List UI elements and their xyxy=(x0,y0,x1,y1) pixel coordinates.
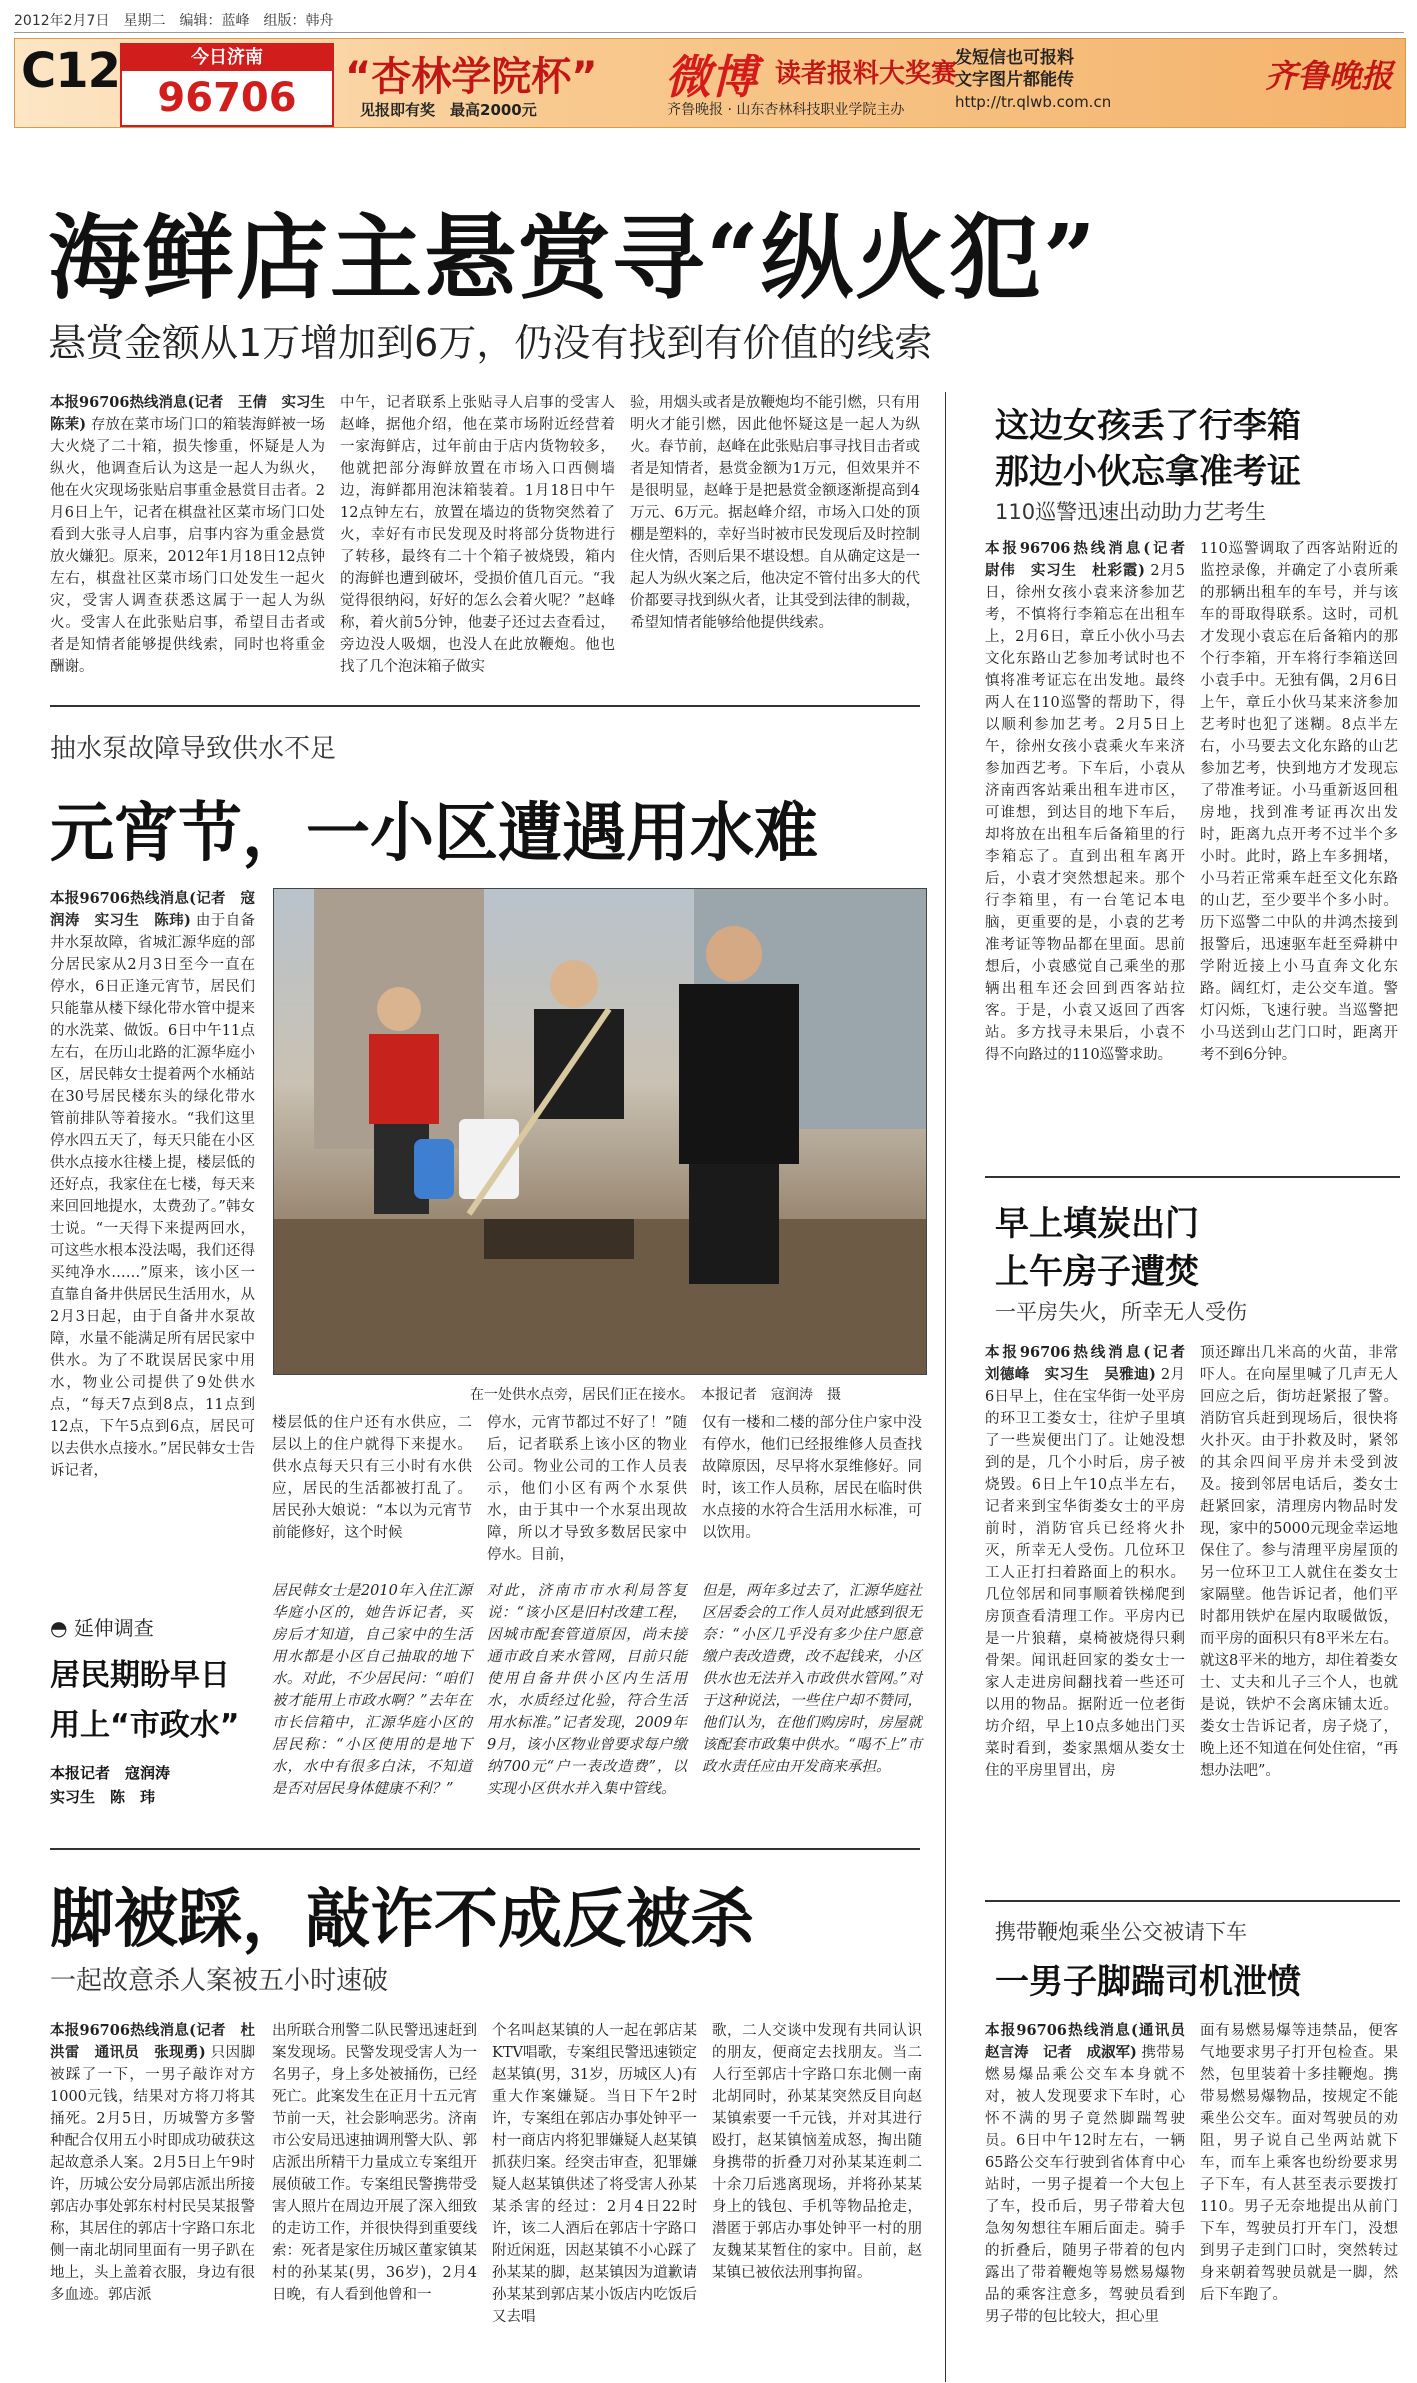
right2-col1-text: 2月6日早上，住在宝华街一处平房的环卫工娄女士，往炉子里填了一些炭便出门了。让她没想到的是，几个小时后，房子被烧毁。6日上午10点半左右，记者来到宝华街娄女士的平房前时，消防官兵已经将火扑灭，所幸无人受伤。几位环卫工人正打扫着路面上的积水。几位邻居和同事顺着铁梯爬到房顶查看清理工作。平房内已是一片狼藉，桌椅被烧得只剩骨架。闻讯赶回家的娄女士一家人走进房间翻找着一些还可以用的物品。据附近一位老街坊介绍，早上10点多她出门买菜时看到，娄家黑烟从娄女士住的平房里冒出，房 xyxy=(985,1367,1185,1779)
divider xyxy=(985,1176,1400,1178)
article1-col1-text: 存放在菜市场门口的箱装海鲜被一场大火烧了二十箱，损失惨重，怀疑是人为纵火，他调查后认为这是一起人为纵火，他在火灾现场张贴启事重金悬赏目击者。2月6日上午，记者在棋盘社区菜市场门口处看到大张寻人启事，启事内容为重金悬赏放火嫌犯。原来，2012年1月18日12点钟左右，棋盘社区菜市场门口处发生一起火灾，受害人调查获悉这属于一起人为纵火。受害人在此张贴启事，希望目击者或者是知情者能够提供线索，同时也将重金酬谢。 xyxy=(50,417,325,675)
article2-byline: 本报96706热线消息(记者 寇润涛 实习生 陈玮) xyxy=(50,890,255,929)
right2-subheadline: 一平房失火，所幸无人受伤 xyxy=(995,1300,1247,1324)
sms-line-1: 发短信也可报料 xyxy=(955,48,1074,68)
woman-head xyxy=(377,987,421,1031)
sms-line-2: 文字图片都能传 xyxy=(955,70,1074,90)
sidebar-col1: 居民韩女士是2010年入住汇源华庭小区的，她告诉记者，买房后才知道，自己家中的生活用水都是小区自己抽取的地下水。对此，不少居民问：“咱们被才能用上市政水啊？”去年在市长信箱中，汇源华庭小区的居民称：“小区使用的是地下水，水中有很多白沫，不知道是否对居民身体健康不利？” xyxy=(272,1583,472,1797)
article2-col3: 停水，元宵节都过不好了！”随后，记者联系上该小区的物业公司。物业公司的工作人员表示，他们小区有两个水泵供水，由于其中一个水泵出现故障，所以才导致多数居民家中停水。目前， xyxy=(487,1415,687,1563)
hotline-box xyxy=(120,43,334,127)
right2-headline-line2: 上午房子遭焚 xyxy=(995,1252,1199,1292)
search-icon: ◓ xyxy=(50,1616,68,1640)
right1-col2: 110巡警调取了西客站附近的监控录像，并确定了小袁所乘的那辆出租车的车号，并与该车的哥取得联系。这时，司机才发现小袁忘在后备箱内的那个行李箱，开车将行李箱送回小袁手中。无独有偶，2月6日上午，章丘小伙马某来济参加艺考时也犯了迷糊。8点半左右，小马要去文化东路的山艺参加艺考，快到地方才发现忘了带准考证。小马重新返回租房地，找到准考证再次出发时，距离九点开考不过半个多小时。此时，路上车多拥堵，小马若正常乘车赶至文化东路的山艺，至少要半个多小时。历下巡警二中队的井鸿杰接到报警后，迅速驱车赶至舜耕中学附近接上小马直奔文化东路。阔红灯，走公交车道。警灯闪烁，飞速行驶。当巡警把小马送到山艺门口时，距离开考不到6分钟。 xyxy=(1200,541,1398,1063)
right2-byline: 本报96706热线消息(记者 刘德峰 实习生 吴雅迪) xyxy=(985,1344,1200,1383)
article2-headline: 元宵节，一小区遭遇用水难 xyxy=(50,796,818,871)
article2-col1-text: 由于自备井水泵故障，省城汇源华庭的部分居民家从2月3日至今一直在停水，6日正逢元宵节，居民们只能靠从楼下绿化带水管中提来的水洗菜、做饭。6日中午11点左右，在历山北路的汇源华庭小区，居民韩女士提着两个水桶站在30号居民楼东头的绿化带水管前排队等着接水。“我们这里停水四五天了，每天只能在小区供水点接水往楼上提，楼层低的还好点，我家住在七楼，每天来来回回地提水，太费劲了。”韩女士说。“一天得下来提两回水，可这些水根本没法喝，我们还得买纯净水……”原来，该小区一直靠自备井供居民生活用水，从2月3日起，由于自备井水泵故障，水量不能满足所有居民家中供水。为了不耽误居民家中用水，物业公司提供了9处供水点，“每天7点到8点，11点到12点，下午5点到6点，居民可以去供水点接水。”居民韩女士告诉记者， xyxy=(50,913,256,1479)
article1-subheadline: 悬赏金额从1万增加到6万，仍没有找到有价值的线索 xyxy=(48,321,933,365)
right3-col1 xyxy=(985,2020,1200,2375)
article3-headline: 脚被踩，敲诈不成反被杀 xyxy=(50,1882,754,1957)
right1-byline: 本报96706热线消息(记者 尉伟 实习生 杜彩霞) xyxy=(985,540,1200,579)
weibo-logo: 微博 xyxy=(665,50,757,104)
right3-col2: 面有易燃易爆等违禁品，便客气地要求男子打开包检查。果然，包里装着十多挂鞭炮。携带易燃易爆物品，按规定不能乘坐公交车。面对驾驶员的劝阻，男子说自己坐两站就下车，而车上乘客也纷纷要求男子下车，有人甚至表示要拨打110。男子无奈地提出从前门下车，驾驶员打开车门，没想到男子走到门口时，突然转过身来朝着驾驶员就是一脚，然后下车跑了。 xyxy=(1200,2023,1398,2303)
right2-col2: 顶还蹿出几米高的火苗，非常吓人。在向屋里喊了几声无人回应之后，街坊赶紧报了警。消防官兵赶到现场后，很快将火扑灭。由于扑救及时，紧邻的其余四间平房并未受到波及。接到邻居电话后，娄女士赶紧回家，清理房内物品时发现，家中的5000元现金幸运地保住了。参与清理平房屋顶的另一位环卫工人就住在娄女士家隔壁。他告诉记者，他们平时都用铁炉在屋内取暖做饭，而平房的面积只有8平米左右。就这8平米的地方，却住着娄女士、丈夫和儿子三个人，也就是说，铁炉不会离床铺太近。娄女士告诉记者，房子烧了，晚上还不知道在何处住宿，“再想办法吧”。 xyxy=(1200,1345,1398,1779)
sidebar-credit-2: 实习生 陈 玮 xyxy=(50,1788,156,1806)
photo-illustration xyxy=(274,889,926,1374)
right3-byline: 本报96706热线消息(通讯员 赵言涛 记者 成淑军) xyxy=(985,2022,1200,2061)
sidebar-label-text: 延伸调查 xyxy=(73,1616,154,1640)
article2-kicker: 抽水泵故障导致供水不足 xyxy=(50,734,337,764)
right3-col1-text: 携带易燃易爆品乘公交车本身就不对，被人发现要求下车时，心怀不满的男子竟然脚踹驾驶员。6日中午12时左右，一辆65路公交车行驶到省体育中心站时，一男子提着一个大包上了车，投币后，男子带着大包急匆匆想往车厢后面走。骑手的折叠后，随男子带着的包内露出了带着鞭炮等易燃易爆物品的乘客注意多，驾驶员看到男子带的包比较大，担心里 xyxy=(985,2045,1186,2325)
sms-info xyxy=(955,47,1111,113)
article3-col1-text: 只因脚被踩了一下，一男子敲诈对方1000元钱，结果对方将刀将其捅死。2月5日，历城警方多警种配合仅用五小时即成功破获这起故意杀人案。2月5日上午9时许，历城公安分局郭店派出所接郭店办事处郭东村村民吴某报警称，其居住的郭店十字路口东北侧一南北胡同里面有一男子趴在地上，头上盖着衣服，身边有很多血迹。郭店派 xyxy=(50,2045,255,2303)
masthead-banner xyxy=(14,38,1406,128)
article3-col3: 个名叫赵某镇的人一起在郭店某KTV唱歌，专案组民警迅速锁定赵某镇(男，31岁，历城区人)有重大作案嫌疑。当日下午2时许，专案组在郭店办事处钟平一村一商店内将犯罪嫌疑人赵某镇抓获归案。经突击审查，犯罪嫌疑人赵某镇供述了将受害人孙某某杀害的经过：2月4日22时许，该二人酒后在郭店十字路口附近闲逛，因赵某镇不小心踩了孙某某的脚，赵某镇因为道歉请孙某某到郭店某小饭店内吃饭后又去唱 xyxy=(492,2023,697,2325)
sms-url[interactable]: http://tr.qlwb.com.cn xyxy=(955,93,1112,111)
sidebar-credit-1: 本报记者 寇润涛 xyxy=(50,1764,171,1782)
contest-title: “杏林学院杯” xyxy=(345,54,598,100)
sidebar-col2: 对此，济南市市水利局答复说：“该小区是旧村改建工程，因城市配套管道原因，尚未接通市政自来水管网，目前只能使用自备井供小区内生活用水，水质经过化验，符合生活用水标准。”记者发现，2009年9月，该小区物业曾要求每户缴纳700元“户一表改造费”，以实现小区供水并入集中管线。 xyxy=(487,1583,687,1797)
standing-man-head xyxy=(706,926,762,982)
section-label: 今日济南 xyxy=(122,45,332,71)
right1-col1-text: 2月5日，徐州女孩小袁来济参加艺考，不慎将行李箱忘在出租车上，2月6日，章丘小伙小马去文化东路山艺参加考试时也不慎将准考证忘在出发地。最终两人在110巡警的帮助下，得以顺利参加艺考。2月5日上午，徐州女孩小袁乘火车来济参加西艺考。下车后，小袁从济南西客站乘出租车进市区，可谁想，到达目的地下车后，却将放在出租车后备箱里的行李箱忘了。直到出租车离开后，小袁才突然想起来。那个行李箱里，有一台笔记本电脑，更重要的是，小袁的艺考准考证等物品都在里面。思前想后，小袁感觉自己乘坐的那辆出租车还会回到西客站拉客。于是，小袁又返回了西客站。多方找寻未果后，小袁不得不向路过的110巡警求助。 xyxy=(985,563,1185,1063)
article2-col1 xyxy=(50,888,255,1568)
contest-hosts: 齐鲁晚报 · 山东杏林科技职业学院主办 xyxy=(667,102,905,118)
right2-col1 xyxy=(985,1342,1200,1890)
right3-headline: 一男子脚踹司机泄愤 xyxy=(995,1962,1301,2002)
sidebar-label xyxy=(50,1612,154,1641)
article1-col2: 中午，记者联系上张贴寻人启事的受害人赵峰，据他介绍，他在菜市场附近经营着一家海鲜店，过年前由于店内货物较多，他就把部分海鲜放置在市场入口西侧墙边，海鲜都用泡沫箱装着。1月18日中午12点钟左右，放置在墙边的货物突然着了火，幸好有市民发现及时将部分货物进行了转移，最终有二十个箱子被烧毁，箱内的海鲜也遭到破坏，受损价值几百元。“我觉得很纳闷，好好的怎么会着火呢？”赵峰称，着火前5分钟，他妻子还过去查看过，旁边没人吸烟，也没人在此放鞭炮。他也找了几个泡沫箱子做实 xyxy=(340,395,615,675)
sidebar-title-line2: 用上“市政水” xyxy=(50,1708,240,1743)
article3-col1 xyxy=(50,2020,255,2375)
right3-kicker: 携带鞭炮乘坐公交被请下车 xyxy=(995,1920,1247,1944)
divider xyxy=(985,1900,1400,1902)
article3-col4: 歌，二人交谈中发现有共同认识的朋友，便商定去找朋友。当二人行至郭店十字路口东北侧一南北胡同时，孙某某突然反目向赵某镇索要一千元钱，并对其进行殴打，赵某镇恼羞成怒，掏出随身携带的折叠刀对孙某某连刺二十余刀后逃离现场，并将孙某某身上的钱包、手机等物品抢走，潜匿于郭店办事处钟平一村的朋友魏某某暂住的家中。目前，赵某镇已被依法刑事拘留。 xyxy=(712,2023,922,2281)
article2-col4: 仅有一楼和二楼的部分住户家中没有停水，他们已经报维修人员查找故障原因，尽早将水泵维修好。同时，该工作人员称，居民在临时供水点接的水符合生活用水标准，可以饮用。 xyxy=(702,1415,922,1541)
dateline: 2012年2月7日 星期二 编辑：蓝峰 组版：韩舟 xyxy=(14,10,1404,33)
article1-headline: 海鲜店主悬赏寻“纵火犯” xyxy=(48,204,1098,312)
article3-col2: 出所联合刑警二队民警迅速赶到案发现场。民警发现受害人为一名男子，身上多处被捅伤，已经死亡。此案发生在正月十五元宵节前一天，社会影响恶劣。济南市公安局迅速抽调刑警大队、郭店派出所精干力量成立专案组开展侦破工作。专案组民警携带受害人照片在周边开展了深入细致的走访工作，并很快得到重要线索：死者是家住历城区董家镇某村的孙某某(男，36岁)，2月4日晚，有人看到他曾和一 xyxy=(272,2023,477,2303)
hotline-number: 96706 xyxy=(157,75,297,121)
article2-col2: 楼层低的住户还有水供应，二层以上的住户就得下来提水。供水点每天只有三小时有水供应，居民的生活都被打乱了。居民孙大娘说：“本以为元宵节前能修好，这个时候 xyxy=(272,1415,472,1541)
man-head xyxy=(550,960,598,1008)
sidebar-col3: 但是，两年多过去了，汇源华庭社区居委会的工作人员对此感到很无奈：“小区几乎没有多少住户愿意缴户表改造费，改不起钱来，小区供水也无法并入市政供水管网。”对于这种说法，一些住户却不赞同，他们认为，在他们购房时，房屋就该配套市政集中供水。“喝不上”市政水责任应由开发商来承担。 xyxy=(702,1583,922,1775)
right1-headline-line1: 这边女孩丢了行李箱 xyxy=(995,406,1301,446)
well-opening xyxy=(484,1219,634,1259)
divider xyxy=(50,705,920,707)
photo-caption: 在一处供水点旁，居民们正在接水。 本报记者 寇润涛 摄 xyxy=(470,1387,841,1403)
contest-note: 见报即有奖 最高2000元 xyxy=(360,101,537,119)
grand-prize-title: 读者报料大奖赛 xyxy=(775,59,958,89)
article3-byline: 本报96706热线消息(记者 杜洪雷 通讯员 张现勇) xyxy=(50,2022,255,2061)
blue-water-jug xyxy=(414,1139,454,1199)
article1-col3: 验，用烟头或者是放鞭炮均不能引燃，只有用明火才能引燃，因此他怀疑这是一起人为纵火。春节前，赵峰在此张贴启事寻找目击者或者是知情者，悬赏金额为1万元，但效果并不是很明显，赵峰于是把悬赏金额逐渐提高到4万元、6万元。据赵峰介绍，市场入口处的顶棚是塑料的，幸好当时被市民发现后及时控制住火情，否则后果不堪设想。自从确定这是一起人为纵火案之后，他决定不管付出多大的代价都要寻找到纵火者，让其受到法律的制裁，希望知情者能够给他提供线索。 xyxy=(630,395,920,631)
newspaper-logo: 齐鲁晚报 xyxy=(1265,57,1394,95)
right2-headline-line1: 早上填炭出门 xyxy=(995,1204,1199,1244)
page-code: C12 xyxy=(21,43,121,99)
sidebar-title-line1: 居民期盼早日 xyxy=(50,1658,230,1693)
right1-col1 xyxy=(985,538,1200,1168)
article3-subheadline: 一起故意杀人案被五小时速破 xyxy=(50,1966,389,1996)
column-divider xyxy=(945,392,946,2382)
right1-subheadline: 110巡警迅速出动助力艺考生 xyxy=(995,500,1267,524)
article1-col1 xyxy=(50,392,340,692)
article1-byline: 本报96706热线消息(记者 王倩 实习生 陈茉) xyxy=(50,394,340,433)
standing-man-coat xyxy=(679,984,799,1164)
news-photo xyxy=(273,888,927,1375)
right1-headline-line2: 那边小伙忘拿准考证 xyxy=(995,452,1301,492)
woman-red-jacket xyxy=(369,1034,439,1124)
standing-man-legs xyxy=(689,1164,779,1284)
divider xyxy=(50,1848,920,1850)
